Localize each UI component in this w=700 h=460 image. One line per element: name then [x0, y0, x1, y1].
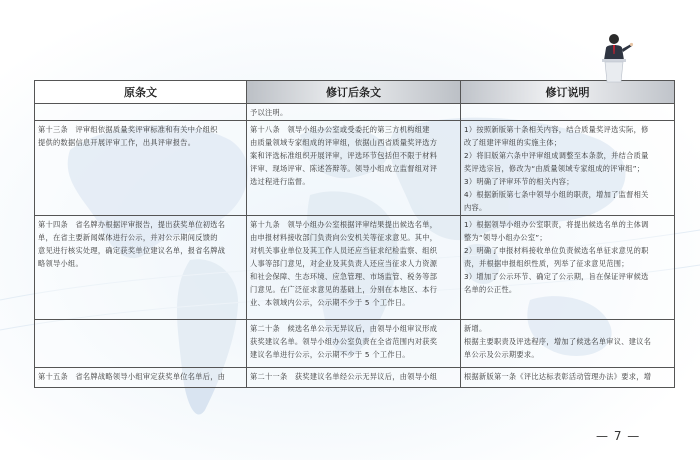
text-line: 第十五条 省名牌战略领导小组审定获奖单位名单后，由 — [38, 372, 226, 381]
text-line: 意见进行核实处理，确定获奖单位建议名单，报省名牌战 — [38, 246, 226, 255]
text-line: 建议名单进行公示，公示期不少于 5 个工作日。 — [250, 350, 410, 359]
text-line: 4）根据新版第七条中领导小组的职责，增加了监督相关 — [464, 190, 649, 199]
header-revised-article: 修订后条文 — [247, 81, 461, 104]
revision-comparison-table — [34, 80, 675, 388]
text-line: 根据主要职责及评选程序，增加了候选名单审议、建议名 — [464, 337, 652, 346]
text-line: 第二十一条 获奖建议名单经公示无异议后，由领导小组 — [250, 372, 438, 381]
text-line: 评审、现场评审、陈述答辩等。领导小组成立监督组对评 — [250, 164, 438, 173]
header-revision-note: 修订说明 — [461, 81, 675, 104]
text-line: 根据新版第一条《评比达标表彰活动管理办法》要求，增 — [464, 372, 652, 381]
text-line: 第十四条 省名牌办根据评审报告，提出获奖单位初选名 — [38, 220, 226, 229]
text-line: 选过程进行监督。 — [250, 177, 310, 186]
text-line: 名单的公正性。 — [464, 285, 517, 294]
table-row — [35, 320, 675, 368]
original-cell — [35, 320, 247, 368]
revised-cell — [247, 368, 461, 388]
text-line: 略领导小组。 — [38, 259, 83, 268]
table-row — [35, 368, 675, 388]
text-line: 1）按照新版第十条相关内容，结合质量奖评选实际，修 — [464, 125, 649, 134]
text-line: 责，并根据申报组织性质，列举了征求意见范围； — [464, 259, 629, 268]
text-line: 单，在省主要新闻媒体进行公示，并对公示期间反馈的 — [38, 233, 218, 242]
revised-cell — [247, 121, 461, 216]
original-cell — [35, 216, 247, 320]
note-cell — [461, 320, 675, 368]
revised-cell — [247, 320, 461, 368]
text-line: 3）明确了评审环节的相关内容； — [464, 177, 574, 186]
table-row — [35, 121, 675, 216]
text-line: 人事等部门意见，对企业及其负责人还应当征求人力资源 — [250, 259, 438, 268]
note-cell — [461, 216, 675, 320]
revised-cell — [247, 216, 461, 320]
note-cell — [461, 121, 675, 216]
note-cell — [461, 368, 675, 388]
text-line: 1）根据领导小组办公室职责，将提出候选名单的主体调 — [464, 220, 649, 229]
text-line: 由质量领域专家组成的评审组，依据山西省质量奖评选方 — [250, 138, 438, 147]
text-line: 第十九条 领导小组办公室根据评审结果提出候选名单， — [250, 220, 438, 229]
header-original-article: 原条文 — [35, 81, 247, 104]
text-line: 3）增加了公示环节、确定了公示期，旨在保证评审候选 — [464, 272, 649, 281]
text-line: 新增。 — [464, 324, 487, 333]
text-line: 整为“领导小组办公室”； — [464, 233, 547, 242]
text-line: 内容。 — [464, 203, 487, 212]
original-cell — [35, 104, 247, 121]
text-line: 2）将旧版第六条中评审组成调整至本条款，并结合质量 — [464, 151, 649, 160]
revised-cell — [247, 104, 461, 121]
text-line: 予以注明。 — [250, 108, 288, 117]
text-line: 业、本领域内公示，公示期不少于 5 个工作日。 — [250, 298, 410, 307]
text-line: 改了组建评审组的实施主体； — [464, 138, 562, 147]
text-line: 第二十条 候选名单公示无异议后，由领导小组审议形成 — [250, 324, 438, 333]
table-header-row — [35, 81, 675, 104]
text-line: 2）明确了申报材料接收单位负责候选名单征求意见的职 — [464, 246, 649, 255]
text-line: 门意见。在广泛征求意见的基础上，分别在本地区、本行 — [250, 285, 438, 294]
note-cell — [461, 104, 675, 121]
original-cell — [35, 368, 247, 388]
text-line: 案和评选标准组织开展评审，评选环节包括但不限于材料 — [250, 151, 438, 160]
text-line: 提供的数据信息开展评审工作，出具评审报告。 — [38, 138, 196, 147]
text-line: 第十三条 评审组依据质量奖评审标准和有关中介组织 — [38, 125, 218, 134]
text-line: 和社会保障、生态环境、应急管理、市场监管、税务等部 — [250, 272, 438, 281]
text-line: 对机关事业单位及其工作人员还应当征求纪检监察、组织 — [250, 246, 438, 255]
original-cell — [35, 121, 247, 216]
text-line: 获奖建议名单。领导小组办公室负责在全省范围内对获奖 — [250, 337, 438, 346]
text-line: 奖评选宗旨，修改为“由质量领域专家组成的评审组”； — [464, 164, 645, 173]
page-number: — 7 — — [596, 429, 641, 443]
table-row — [35, 216, 675, 320]
text-line: 单公示及公示期要求。 — [464, 350, 539, 359]
table-row — [35, 104, 675, 121]
text-line: 第十八条 领导小组办公室或受委托的第三方机构组建 — [250, 125, 430, 134]
text-line: 由申报材料接收部门负责向公安机关等征求意见。其中， — [250, 233, 438, 242]
presenter-icon — [598, 32, 634, 84]
